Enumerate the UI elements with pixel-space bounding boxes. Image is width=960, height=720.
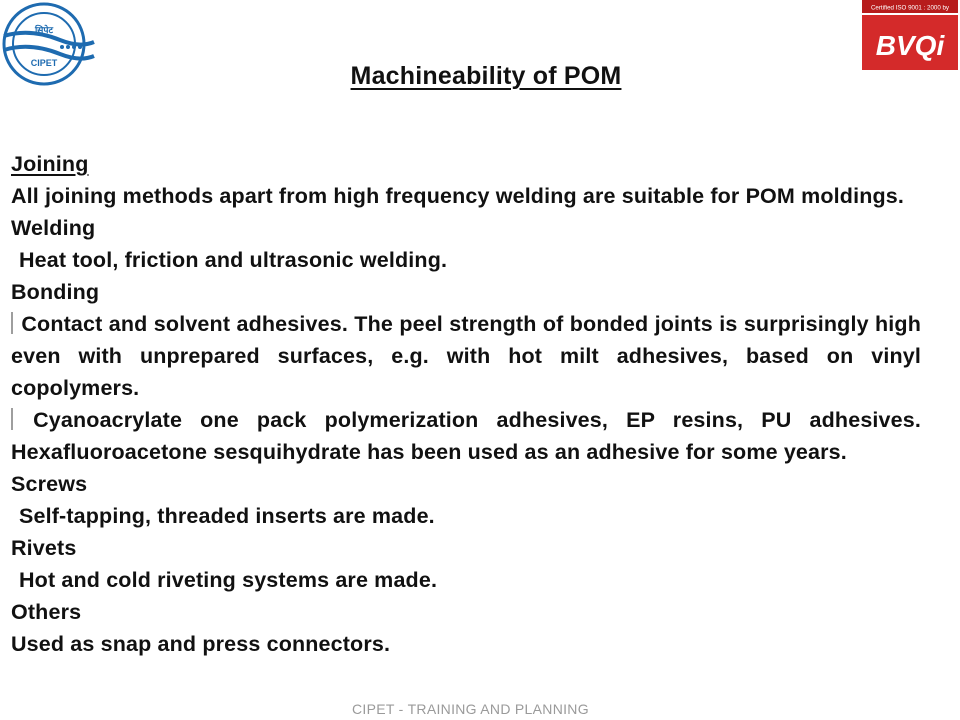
bonding-bullet-2-text: Cyanoacrylate one pack polymerization adhesives, EP resins, PU adhesives. Hexafluoroacetone sesquihydrate has been used as an adhesive for some years. bbox=[11, 408, 921, 464]
content-body bbox=[11, 148, 921, 660]
bonding-bullet-2 bbox=[11, 404, 921, 468]
bonding-bullet-1-text: Contact and solvent adhesives. The peel strength of bonded joints is surprisingly high even with unprepared surfaces, e.g. with hot milt adhesives, based on vinyl copolymers. bbox=[11, 312, 921, 400]
screws-heading: Screws bbox=[11, 472, 88, 496]
screws-text: Self-tapping, threaded inserts are made. bbox=[19, 504, 435, 528]
bullet-marker-icon bbox=[11, 408, 13, 430]
rivets-heading: Rivets bbox=[11, 536, 77, 560]
others-heading: Others bbox=[11, 600, 82, 624]
welding-text: Heat tool, friction and ultrasonic welding. bbox=[19, 248, 448, 272]
cipet-logo-hindi: सिपेट bbox=[34, 26, 54, 36]
joining-text: All joining methods apart from high frequency welding are suitable for POM moldings. bbox=[11, 184, 904, 208]
page-title: Machineability of POM bbox=[350, 62, 622, 90]
footer-text: CIPET - TRAINING AND PLANNING bbox=[352, 701, 589, 717]
others-text: Used as snap and press connectors. bbox=[11, 632, 391, 656]
bvqi-brand-text: BVQi bbox=[875, 30, 945, 61]
rivets-text: Hot and cold riveting systems are made. bbox=[19, 568, 438, 592]
joining-heading: Joining bbox=[11, 152, 89, 176]
cipet-logo-label: CIPET bbox=[30, 58, 58, 68]
bonding-bullet-1 bbox=[11, 308, 921, 404]
bonding-heading: Bonding bbox=[11, 280, 100, 304]
welding-heading: Welding bbox=[11, 216, 96, 240]
bullet-marker-icon bbox=[11, 312, 13, 334]
bvqi-cert-text: Certified ISO 9001 : 2000 by bbox=[870, 4, 950, 12]
